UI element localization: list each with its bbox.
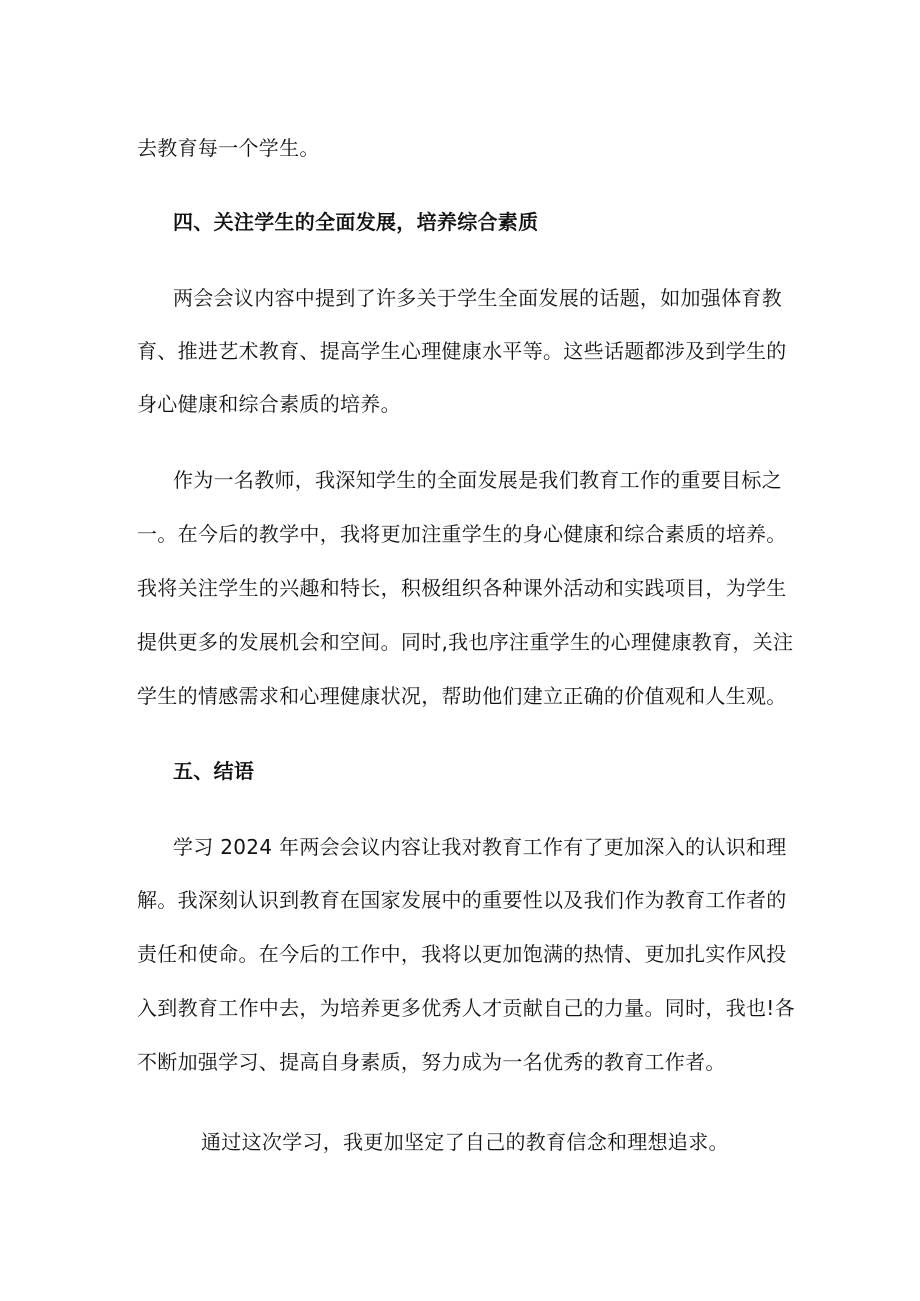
paragraph-line: 两会会议内容中提到了许多关于学生全面发展的话题，如加强体育教 — [173, 286, 782, 310]
paragraph-line: 不断加强学习、提高自身素质，努力成为一名优秀的教育工作者。 — [137, 1050, 726, 1074]
paragraph-line: 作为一名教师，我深知学生的全面发展是我们教育工作的重要目标之 — [173, 468, 782, 492]
paragraph-line: 育、推进艺术教育、提高学生心理健康水平等。这些话题都涉及到学生的 — [137, 339, 787, 363]
paragraph-line: 学生的情感需求和心理健康状况，帮助他们建立正确的价值观和人生观。 — [137, 684, 787, 708]
paragraph-line: 入到教育工作中去，为培养更多优秀人才贡献自己的力量。同时，我也!各 — [137, 996, 795, 1020]
paragraph-line: 通过这次学习，我更加坚定了自己的教育信念和理想追求。 — [201, 1130, 729, 1154]
paragraph-line: 一。在今后的教学中，我将更加注重学生的身心健康和综合素质的培养。 — [137, 522, 787, 546]
paragraph-line: 我将关注学生的兴趣和特长，积极组织各种课外活动和实践项目，为学生 — [137, 576, 787, 600]
paragraph-line: 责任和使命。在今后的工作中，我将以更加饱满的热情、更加扎实作风投 — [137, 942, 787, 966]
section-heading-5: 五、结语 — [173, 759, 255, 783]
section-heading-4: 四、关注学生的全面发展，培养综合素质 — [173, 210, 539, 234]
paragraph-line: 解。我深刻认识到教育在国家发展中的重要性以及我们作为教育工作者的 — [137, 888, 787, 912]
paragraph-line: 提供更多的发展机会和空间。同时,我也序注重学生的心理健康教育，关注 — [137, 630, 794, 654]
paragraph-line: 去教育每一个学生。 — [137, 136, 320, 160]
paragraph-line: 身心健康和综合素质的培养。 — [137, 392, 401, 416]
paragraph-line: 学习 2024 年两会会议内容让我对教育工作有了更加深入的认识和理 — [173, 835, 787, 859]
